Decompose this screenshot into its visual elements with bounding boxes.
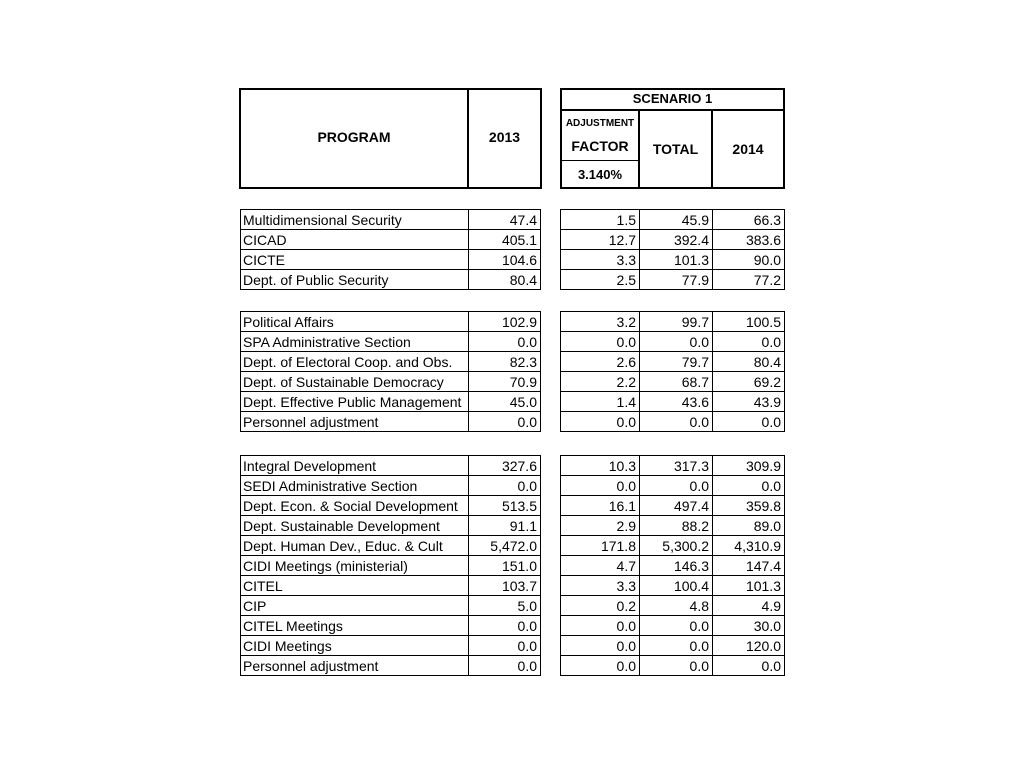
value-2014: 359.8 xyxy=(713,496,785,516)
table-row xyxy=(561,596,785,616)
value-2014: 30.0 xyxy=(713,616,785,636)
adjustment-value: 3.3 xyxy=(561,576,640,596)
value-2014: 89.0 xyxy=(713,516,785,536)
adjustment-value: 0.0 xyxy=(561,412,640,432)
section-1-right-table xyxy=(560,209,785,290)
value-2013: 103.7 xyxy=(469,576,541,596)
table-row xyxy=(561,352,785,372)
value-2014: 43.9 xyxy=(713,392,785,412)
adjustment-value: 3.3 xyxy=(561,250,640,270)
year-2013-column-header: 2013 xyxy=(488,129,521,145)
table-row xyxy=(561,636,785,656)
table-row xyxy=(241,536,541,556)
table-row xyxy=(241,636,541,656)
adjustment-value: 171.8 xyxy=(561,536,640,556)
value-2013: 0.0 xyxy=(469,412,541,432)
table-row xyxy=(241,412,541,432)
total-value: 146.3 xyxy=(640,556,713,576)
value-2013: 0.0 xyxy=(469,476,541,496)
total-value: 68.7 xyxy=(640,372,713,392)
total-value: 88.2 xyxy=(640,516,713,536)
value-2013: 0.0 xyxy=(469,656,541,676)
value-2013: 151.0 xyxy=(469,556,541,576)
year-2014-column-header: 2014 xyxy=(732,141,764,157)
value-2014: 309.9 xyxy=(713,456,785,476)
adjustment-value: 0.2 xyxy=(561,596,640,616)
factor-value: 3.140% xyxy=(577,167,623,182)
program-name: CICTE xyxy=(241,250,469,270)
section-1-left-table xyxy=(240,209,541,290)
program-name: Dept. of Electoral Coop. and Obs. xyxy=(241,352,469,372)
table-row xyxy=(241,616,541,636)
adjustment-value: 2.2 xyxy=(561,372,640,392)
adjustment-value: 3.2 xyxy=(561,312,640,332)
total-value: 0.0 xyxy=(640,332,713,352)
value-2014: 4.9 xyxy=(713,596,785,616)
table-row xyxy=(241,372,541,392)
total-value: 77.9 xyxy=(640,270,713,290)
program-name: Personnel adjustment xyxy=(241,656,469,676)
adjustment-value: 2.5 xyxy=(561,270,640,290)
total-value: 100.4 xyxy=(640,576,713,596)
program-name: Dept. Econ. & Social Development xyxy=(241,496,469,516)
table-row xyxy=(561,250,785,270)
program-name: CIDI Meetings xyxy=(241,636,469,656)
adjustment-value: 1.5 xyxy=(561,210,640,230)
table-row xyxy=(241,230,541,250)
section-2-left-table xyxy=(240,311,541,432)
program-name: Dept. Effective Public Management xyxy=(241,392,469,412)
table-row xyxy=(561,456,785,476)
value-2013: 405.1 xyxy=(469,230,541,250)
table-row xyxy=(561,536,785,556)
program-name: Multidimensional Security xyxy=(241,210,469,230)
value-2014: 120.0 xyxy=(713,636,785,656)
table-row xyxy=(241,576,541,596)
table-row xyxy=(241,476,541,496)
value-2014: 101.3 xyxy=(713,576,785,596)
program-name: CICAD xyxy=(241,230,469,250)
section-3-right-table xyxy=(560,455,785,676)
total-value: 45.9 xyxy=(640,210,713,230)
value-2014: 147.4 xyxy=(713,556,785,576)
value-2014: 77.2 xyxy=(713,270,785,290)
program-name: Dept. Human Dev., Educ. & Cult xyxy=(241,536,469,556)
total-value: 101.3 xyxy=(640,250,713,270)
factor-value-topline xyxy=(560,160,640,161)
adjustment-value: 4.7 xyxy=(561,556,640,576)
total-value: 4.8 xyxy=(640,596,713,616)
table-row xyxy=(561,496,785,516)
adjustment-value: 12.7 xyxy=(561,230,640,250)
value-2013: 104.6 xyxy=(469,250,541,270)
section-2-right-table xyxy=(560,311,785,432)
table-row xyxy=(561,372,785,392)
program-name: CIDI Meetings (ministerial) xyxy=(241,556,469,576)
total-value: 79.7 xyxy=(640,352,713,372)
adjustment-value: 10.3 xyxy=(561,456,640,476)
value-2014: 90.0 xyxy=(713,250,785,270)
value-2014: 69.2 xyxy=(713,372,785,392)
value-2013: 0.0 xyxy=(469,636,541,656)
table-row xyxy=(561,656,785,676)
table-row xyxy=(241,250,541,270)
program-name: Dept. Sustainable Development xyxy=(241,516,469,536)
table-row xyxy=(561,616,785,636)
table-row xyxy=(561,556,785,576)
adjustment-value: 16.1 xyxy=(561,496,640,516)
table-row xyxy=(241,516,541,536)
adjustment-value: 0.0 xyxy=(561,616,640,636)
value-2013: 0.0 xyxy=(469,332,541,352)
value-2014: 4,310.9 xyxy=(713,536,785,556)
value-2013: 70.9 xyxy=(469,372,541,392)
factor-column-header: FACTOR xyxy=(571,138,629,154)
value-2013: 5.0 xyxy=(469,596,541,616)
table-row xyxy=(241,556,541,576)
table-row xyxy=(241,596,541,616)
value-2014: 80.4 xyxy=(713,352,785,372)
value-2013: 0.0 xyxy=(469,616,541,636)
total-value: 0.0 xyxy=(640,616,713,636)
program-name: Integral Development xyxy=(241,456,469,476)
scenario-title-underline xyxy=(560,109,785,111)
adjustment-value: 0.0 xyxy=(561,656,640,676)
table-row xyxy=(241,352,541,372)
table-row xyxy=(241,270,541,290)
table-row xyxy=(241,210,541,230)
value-2013: 47.4 xyxy=(469,210,541,230)
table-row xyxy=(561,392,785,412)
table-row xyxy=(561,516,785,536)
program-column-header: PROGRAM xyxy=(317,129,391,145)
table-row xyxy=(561,270,785,290)
adjustment-value: 2.6 xyxy=(561,352,640,372)
total-column-header: TOTAL xyxy=(652,141,699,157)
table-row xyxy=(561,230,785,250)
program-name: Personnel adjustment xyxy=(241,412,469,432)
table-row xyxy=(561,412,785,432)
table-row xyxy=(561,576,785,596)
table-row xyxy=(561,332,785,352)
program-name: SEDI Administrative Section xyxy=(241,476,469,496)
total-value: 0.0 xyxy=(640,476,713,496)
total-value: 43.6 xyxy=(640,392,713,412)
total-value: 5,300.2 xyxy=(640,536,713,556)
value-2014: 66.3 xyxy=(713,210,785,230)
value-2014: 100.5 xyxy=(713,312,785,332)
section-3-left-table xyxy=(240,455,541,676)
value-2013: 5,472.0 xyxy=(469,536,541,556)
table-row xyxy=(561,210,785,230)
value-2013: 80.4 xyxy=(469,270,541,290)
table-row xyxy=(241,456,541,476)
program-name: Political Affairs xyxy=(241,312,469,332)
total-value: 99.7 xyxy=(640,312,713,332)
program-name: Dept. of Sustainable Democracy xyxy=(241,372,469,392)
value-2014: 383.6 xyxy=(713,230,785,250)
value-2014: 0.0 xyxy=(713,332,785,352)
total-value: 0.0 xyxy=(640,656,713,676)
total-value: 392.4 xyxy=(640,230,713,250)
program-name: SPA Administrative Section xyxy=(241,332,469,352)
adjustment-value: 2.9 xyxy=(561,516,640,536)
value-2013: 513.5 xyxy=(469,496,541,516)
program-name: CITEL Meetings xyxy=(241,616,469,636)
table-row xyxy=(241,392,541,412)
adjustment-column-header: ADJUSTMENT xyxy=(565,118,635,129)
value-2013: 91.1 xyxy=(469,516,541,536)
total-value: 0.0 xyxy=(640,412,713,432)
table-row xyxy=(241,332,541,352)
table-row xyxy=(561,312,785,332)
value-2014: 0.0 xyxy=(713,656,785,676)
value-2014: 0.0 xyxy=(713,476,785,496)
value-2013: 82.3 xyxy=(469,352,541,372)
table-row xyxy=(241,656,541,676)
table-row xyxy=(561,476,785,496)
value-2013: 45.0 xyxy=(469,392,541,412)
program-name: Dept. of Public Security xyxy=(241,270,469,290)
table-row xyxy=(241,312,541,332)
program-name: CIP xyxy=(241,596,469,616)
adjustment-value: 1.4 xyxy=(561,392,640,412)
total-value: 0.0 xyxy=(640,636,713,656)
program-name: CITEL xyxy=(241,576,469,596)
adjustment-value: 0.0 xyxy=(561,636,640,656)
adjustment-value: 0.0 xyxy=(561,332,640,352)
value-2013: 102.9 xyxy=(469,312,541,332)
total-value: 497.4 xyxy=(640,496,713,516)
table-row xyxy=(241,496,541,516)
value-2013: 327.6 xyxy=(469,456,541,476)
value-2014: 0.0 xyxy=(713,412,785,432)
adjustment-value: 0.0 xyxy=(561,476,640,496)
scenario-title: SCENARIO 1 xyxy=(632,91,713,106)
total-value: 317.3 xyxy=(640,456,713,476)
